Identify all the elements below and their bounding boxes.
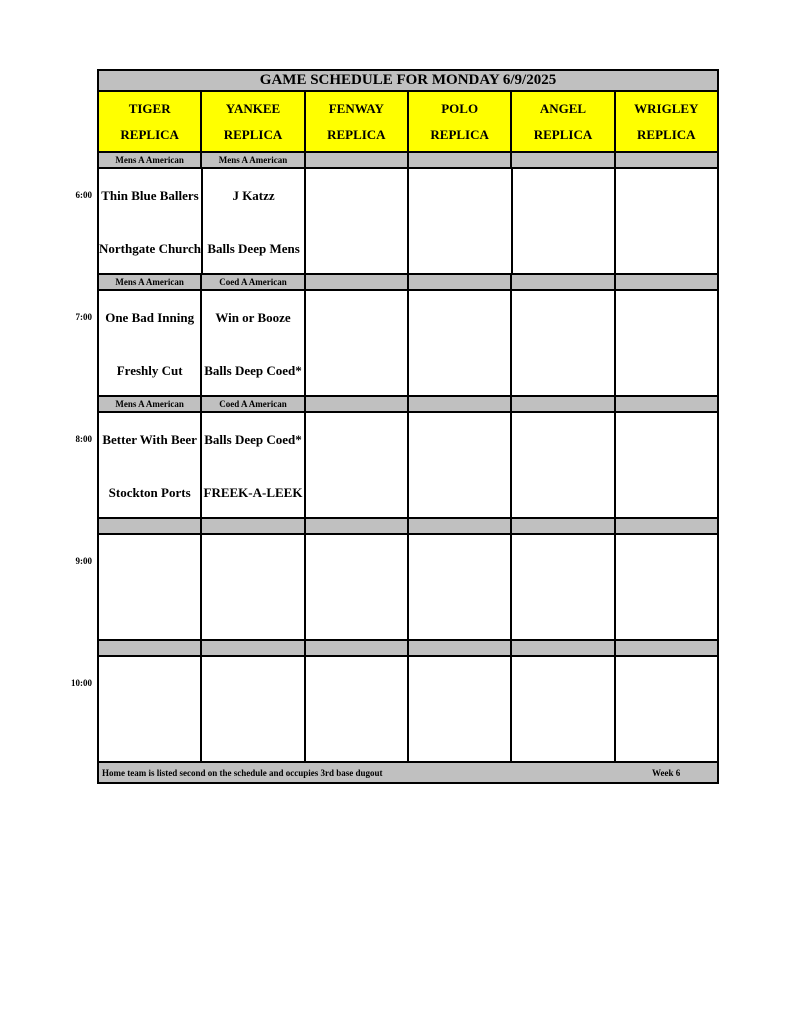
division-row [99,519,717,535]
schedule-table [97,69,719,784]
game-cell [99,413,202,517]
game-cell [409,413,512,517]
game-cell [409,657,512,761]
time-label: 6:00 [75,190,92,200]
game-cell [203,169,306,273]
division-label [409,397,512,411]
division-label [409,275,512,289]
division-row [99,153,717,169]
game-cell [202,413,305,517]
field-header [409,92,512,151]
field-type: REPLICA [327,126,386,142]
home-team: Freshly Cut [116,363,183,378]
away-team: Balls Deep Coed* [204,432,302,447]
division-label [512,397,615,411]
game-cell [616,535,717,639]
game-row [99,535,717,641]
field-type: REPLICA [637,126,696,142]
field-type: REPLICA [223,126,283,142]
time-label: 10:00 [71,678,92,688]
time-label: 7:00 [75,312,92,322]
field-header [99,92,202,151]
division-label: Coed A American [202,275,305,289]
game-cell [409,169,512,273]
division-label [512,641,615,655]
game-cell [202,291,305,395]
game-cell [512,413,615,517]
footer-note: Home team is listed second on the schedule and occupies 3rd base dugout [102,767,383,778]
game-cell [409,535,512,639]
division-label: Mens A American [202,153,305,167]
division-label: Mens A American [99,275,202,289]
division-label [306,153,409,167]
away-team: One Bad Inning [105,310,195,325]
game-cell [616,657,717,761]
field-header [306,92,409,151]
game-cell [512,657,615,761]
home-team: Balls Deep Coed* [204,363,302,378]
away-team: Better With Beer [102,432,197,447]
division-label: Mens A American [99,397,202,411]
division-row [99,275,717,291]
game-cell [99,535,202,639]
game-cell [306,657,409,761]
division-label [99,519,202,533]
game-cell [99,169,203,273]
game-cell [99,657,202,761]
game-cell [306,169,409,273]
game-cell [512,535,615,639]
division-label [616,519,717,533]
division-row [99,641,717,657]
division-label [409,519,512,533]
time-label: 8:00 [75,434,92,444]
home-team: FREEK-A-LEEK [203,485,303,500]
game-cell [512,291,615,395]
division-label [616,641,717,655]
division-label: Mens A American [99,153,202,167]
game-cell [202,657,305,761]
division-label [616,153,717,167]
field-type: REPLICA [533,126,593,142]
division-label [512,519,615,533]
game-cell [306,535,409,639]
division-label [202,641,305,655]
time-slots [99,153,717,763]
division-label [202,519,305,533]
away-team: Win or Booze [215,310,291,325]
schedule-title: GAME SCHEDULE FOR MONDAY 6/9/2025 [99,71,717,92]
schedule-footer [99,763,717,782]
division-label [409,641,512,655]
home-team: Stockton Ports [108,485,191,500]
division-label: Coed A American [202,397,305,411]
game-cell [616,169,717,273]
away-team: J Katzz [232,188,275,203]
field-name: WRIGLEY [634,100,699,116]
division-label [306,397,409,411]
game-row [99,657,717,763]
field-name: POLO [441,100,479,116]
field-type: REPLICA [120,126,179,142]
field-type: REPLICA [430,126,489,142]
division-label [616,275,717,289]
game-row [99,413,717,519]
division-label [99,641,202,655]
division-label [409,153,512,167]
division-label [306,519,409,533]
week-label: Week 6 [652,767,681,778]
game-cell [99,291,202,395]
game-cell [513,169,616,273]
field-header [202,92,305,151]
game-row [99,169,717,275]
game-cell [202,535,305,639]
home-team: Balls Deep Mens [207,241,300,256]
game-cell [616,413,717,517]
field-header-row [99,92,717,153]
game-cell [306,413,409,517]
field-name: FENWAY [328,100,384,116]
division-label [512,275,615,289]
field-name: ANGEL [539,100,587,116]
home-team: Northgate Church [99,241,201,256]
division-label [306,641,409,655]
away-team: Thin Blue Ballers [101,188,199,203]
field-header [512,92,615,151]
division-label [616,397,717,411]
game-cell [409,291,512,395]
game-cell [306,291,409,395]
division-label [512,153,615,167]
time-label: 9:00 [75,556,92,566]
field-name: YANKEE [225,100,281,116]
game-cell [616,291,717,395]
field-name: TIGER [128,100,171,116]
game-row [99,291,717,397]
division-label [306,275,409,289]
division-row [99,397,717,413]
field-header [616,92,717,151]
